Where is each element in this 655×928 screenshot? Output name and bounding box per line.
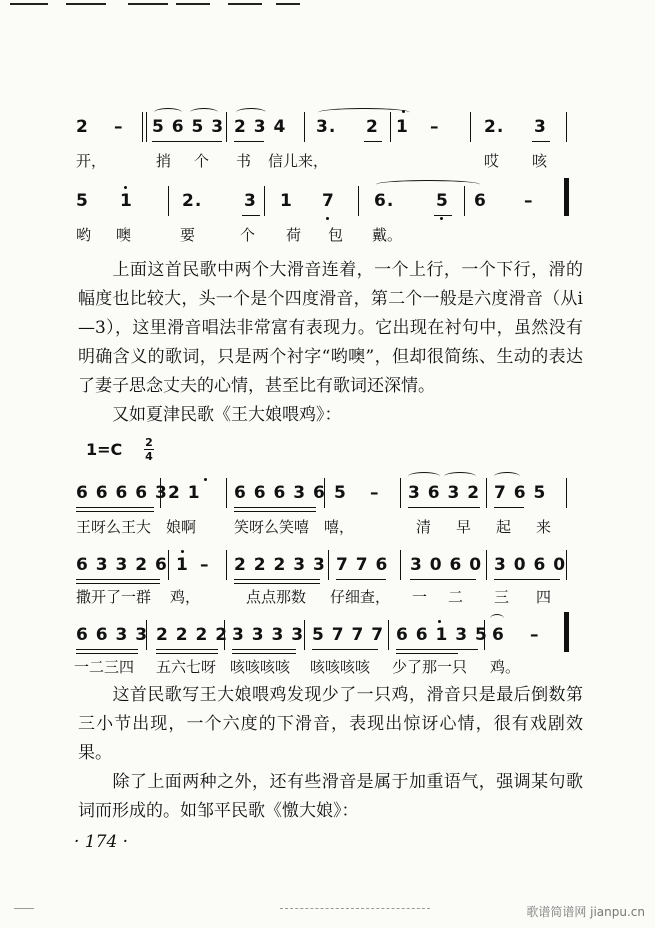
note: 2 2 2 3 3 bbox=[234, 555, 326, 575]
note: – bbox=[530, 625, 540, 645]
top-rule bbox=[228, 3, 262, 5]
score2-line3-notes bbox=[0, 622, 655, 648]
lyric: 荷 bbox=[286, 226, 302, 244]
barline bbox=[400, 550, 401, 580]
lyric: 嘻， bbox=[324, 518, 355, 536]
note: 1 bbox=[120, 191, 133, 211]
lyric: 戴。 bbox=[372, 226, 403, 244]
underline bbox=[234, 507, 316, 508]
lyric: 笑呀么笑嘻 bbox=[234, 518, 310, 536]
underline bbox=[156, 653, 218, 654]
underline bbox=[532, 141, 550, 142]
top-rule bbox=[176, 3, 210, 5]
lyric: 来 bbox=[536, 518, 552, 536]
barline bbox=[226, 478, 227, 508]
note: 6 6 3 3 bbox=[76, 625, 149, 645]
score2-line1-notes bbox=[0, 480, 655, 506]
slur bbox=[494, 472, 520, 481]
underline bbox=[494, 579, 560, 580]
note: 7 bbox=[322, 191, 335, 211]
underline bbox=[152, 141, 222, 142]
underline bbox=[76, 583, 160, 584]
note: 6 6 6 3 6 bbox=[234, 483, 326, 503]
score1-line1-lyrics bbox=[0, 150, 655, 172]
paragraph-text: 这首民歌写王大娘喂鸡发现少了一只鸡，滑音只是最后倒数第三小节出现，一个六度的下滑音，表现出惊讶心情，很有戏剧效果。 bbox=[78, 685, 583, 763]
octave-dot bbox=[124, 186, 127, 189]
underline bbox=[234, 511, 316, 512]
note: 5 bbox=[436, 191, 449, 211]
note: 3 bbox=[244, 191, 257, 211]
underline bbox=[234, 579, 320, 580]
top-rule bbox=[276, 3, 300, 5]
note: 2. bbox=[484, 117, 505, 137]
octave-dot bbox=[326, 217, 329, 220]
lyric: 噢 bbox=[116, 226, 132, 244]
barline-end bbox=[564, 612, 569, 652]
score1-line2-notes bbox=[0, 188, 655, 214]
note: 2 3 4 bbox=[234, 117, 287, 137]
top-rule bbox=[10, 3, 48, 5]
barline bbox=[486, 550, 487, 580]
underline bbox=[434, 215, 452, 216]
barline bbox=[160, 478, 161, 508]
octave-dot bbox=[440, 217, 443, 220]
lyric: 仔细查， bbox=[330, 588, 391, 606]
barline bbox=[142, 112, 143, 142]
underline bbox=[232, 649, 296, 650]
note: 6. bbox=[374, 191, 395, 211]
barline bbox=[146, 620, 147, 650]
note: 2 bbox=[76, 117, 89, 137]
note: – bbox=[370, 483, 380, 503]
lyric: 鸡。 bbox=[490, 658, 521, 676]
note: 3 6 3 2 bbox=[408, 483, 481, 503]
slur bbox=[318, 108, 410, 117]
lyric: 书 bbox=[236, 152, 252, 170]
top-rule bbox=[66, 3, 106, 5]
lyric: 信儿来， bbox=[268, 152, 329, 170]
lyric: 包 bbox=[328, 226, 344, 244]
octave-dot bbox=[402, 110, 405, 113]
note: 5 7 7 7 bbox=[312, 625, 385, 645]
barline bbox=[226, 550, 227, 580]
lyric: 四 bbox=[536, 588, 552, 606]
lyric: 二 bbox=[448, 588, 464, 606]
score1-line1-notes bbox=[0, 114, 655, 140]
note: 7 7 6 bbox=[336, 555, 389, 575]
top-rule bbox=[128, 3, 168, 5]
lyric: 咳 bbox=[532, 152, 548, 170]
note: – bbox=[114, 117, 124, 137]
underline bbox=[410, 579, 476, 580]
underline bbox=[156, 649, 218, 650]
barline bbox=[226, 112, 227, 142]
lyric: 咳咳咳咳 bbox=[230, 658, 291, 676]
lyric: 个 bbox=[240, 226, 256, 244]
slur bbox=[154, 108, 182, 117]
note: 3. bbox=[316, 117, 337, 137]
time-signature-bottom: 4 bbox=[145, 450, 153, 463]
note: 1 bbox=[396, 117, 409, 137]
lyric: 一二三四 bbox=[74, 658, 135, 676]
time-signature-top: 2 bbox=[145, 436, 153, 449]
barline bbox=[146, 112, 147, 142]
lyric: 王呀么王大 bbox=[76, 518, 152, 536]
underline bbox=[76, 579, 160, 580]
barline bbox=[470, 112, 471, 142]
octave-dot bbox=[181, 550, 184, 553]
lyric: 五六七呀 bbox=[156, 658, 217, 676]
barline bbox=[388, 620, 389, 650]
underline bbox=[234, 141, 264, 142]
lyric: 个 bbox=[194, 152, 210, 170]
underline bbox=[364, 141, 382, 142]
underline bbox=[336, 579, 386, 580]
slur bbox=[190, 108, 218, 117]
barline bbox=[566, 550, 567, 580]
note: 2. bbox=[182, 191, 203, 211]
paragraph bbox=[78, 768, 583, 826]
score1-line2-lyrics bbox=[0, 224, 655, 246]
barline bbox=[168, 550, 169, 580]
barline-end bbox=[564, 178, 569, 216]
note: 3 3 3 3 bbox=[232, 625, 305, 645]
lyric: 咳咳咳咳 bbox=[310, 658, 371, 676]
slur bbox=[408, 472, 440, 481]
barline bbox=[168, 186, 169, 216]
lyric: 哟 bbox=[76, 226, 92, 244]
underline bbox=[76, 511, 154, 512]
barline bbox=[264, 186, 265, 216]
lyric: 娘啊 bbox=[166, 518, 197, 536]
paragraph-text: 又如夏津民歌《王大娘喂鸡》： bbox=[112, 405, 342, 425]
barline bbox=[486, 478, 487, 508]
slur bbox=[444, 472, 476, 481]
note: 1 bbox=[280, 191, 293, 211]
paragraph bbox=[78, 401, 583, 430]
underline bbox=[232, 653, 296, 654]
lyric: 捎 bbox=[156, 152, 172, 170]
note: – bbox=[524, 191, 534, 211]
note: 2 1 bbox=[168, 483, 201, 503]
watermark: 歌谱简谱网 jianpu.cn bbox=[526, 905, 645, 919]
key-signature: 1=C bbox=[86, 440, 123, 459]
note: 5 bbox=[334, 483, 347, 503]
underline bbox=[396, 649, 478, 650]
underline bbox=[242, 215, 260, 216]
slide-mark bbox=[490, 614, 504, 623]
underline bbox=[234, 583, 320, 584]
note: 3 bbox=[534, 117, 547, 137]
score2-line3-lyrics bbox=[0, 656, 655, 678]
note: 1 bbox=[176, 555, 189, 575]
note: 3 0 6 0 bbox=[410, 555, 483, 575]
lyric: 早 bbox=[456, 518, 472, 536]
lyric: 哎 bbox=[484, 152, 500, 170]
lyric: 撒开了一群 bbox=[76, 588, 152, 606]
note: 5 6 5 3 bbox=[152, 117, 225, 137]
lyric: 三 bbox=[494, 588, 510, 606]
note: 6 bbox=[474, 191, 487, 211]
barline bbox=[224, 620, 225, 650]
barline bbox=[400, 478, 401, 508]
lyric: 开， bbox=[76, 152, 107, 170]
paragraph bbox=[78, 681, 583, 768]
barline bbox=[566, 478, 567, 508]
footer-line bbox=[14, 908, 34, 909]
underline bbox=[396, 653, 458, 654]
score2-line2-lyrics bbox=[0, 586, 655, 608]
lyric: 一 bbox=[412, 588, 428, 606]
score2-line1-lyrics bbox=[0, 516, 655, 538]
note: 6 6 6 6 3 bbox=[76, 483, 168, 503]
lyric: 要 bbox=[180, 226, 196, 244]
underline bbox=[312, 649, 378, 650]
note: 7 6 5 bbox=[494, 483, 547, 503]
barline bbox=[484, 620, 485, 650]
note: – bbox=[430, 117, 440, 137]
octave-dot bbox=[204, 478, 207, 481]
slur bbox=[376, 180, 480, 189]
paragraph bbox=[78, 256, 583, 401]
paragraph-text: 上面这首民歌中两个大滑音连着，一个上行，一个下行，滑的幅度也比较大，头一个是个四度滑音，第二个一般是六度滑音（从i—3），这里滑音唱法非常富有表现力。它出现在衬句中，虽然没有明确含义的歌词，只是两个衬字“哟噢”，但却很简练、生动的表达了妻子思念丈夫的心情，甚至比有歌词还深情。 bbox=[78, 260, 583, 396]
lyric: 鸡， bbox=[170, 588, 201, 606]
barline bbox=[304, 620, 305, 650]
underline bbox=[494, 507, 524, 508]
underline bbox=[76, 653, 138, 654]
note: 2 2 2 2 bbox=[156, 625, 229, 645]
lyric: 少了那一只 bbox=[392, 658, 468, 676]
note: 6 6 1 3 5 bbox=[396, 625, 488, 645]
footer-line bbox=[280, 908, 430, 909]
page-number: · 174 · bbox=[74, 832, 129, 852]
barline bbox=[304, 112, 305, 142]
note: 2 bbox=[366, 117, 379, 137]
lyric: 起 bbox=[496, 518, 512, 536]
paragraph-text: 除了上面两种之外，还有些滑音是属于加重语气，强调某句歌词而形成的。如邹平民歌《憿大娘》： bbox=[78, 772, 583, 821]
note: 3 0 6 0 bbox=[494, 555, 567, 575]
barline bbox=[358, 186, 359, 216]
slur bbox=[236, 108, 266, 117]
barline bbox=[328, 550, 329, 580]
barline bbox=[566, 112, 567, 142]
lyric: 清 bbox=[416, 518, 432, 536]
note: – bbox=[200, 555, 210, 575]
underline bbox=[408, 507, 480, 508]
octave-dot bbox=[438, 620, 441, 623]
note: 6 bbox=[492, 625, 505, 645]
note: 5 bbox=[76, 191, 89, 211]
barline bbox=[324, 478, 325, 508]
barline bbox=[464, 186, 465, 216]
lyric: 点点那数 bbox=[246, 588, 307, 606]
underline bbox=[76, 507, 154, 508]
note: 6 3 3 2 6 bbox=[76, 555, 168, 575]
underline bbox=[76, 649, 138, 650]
